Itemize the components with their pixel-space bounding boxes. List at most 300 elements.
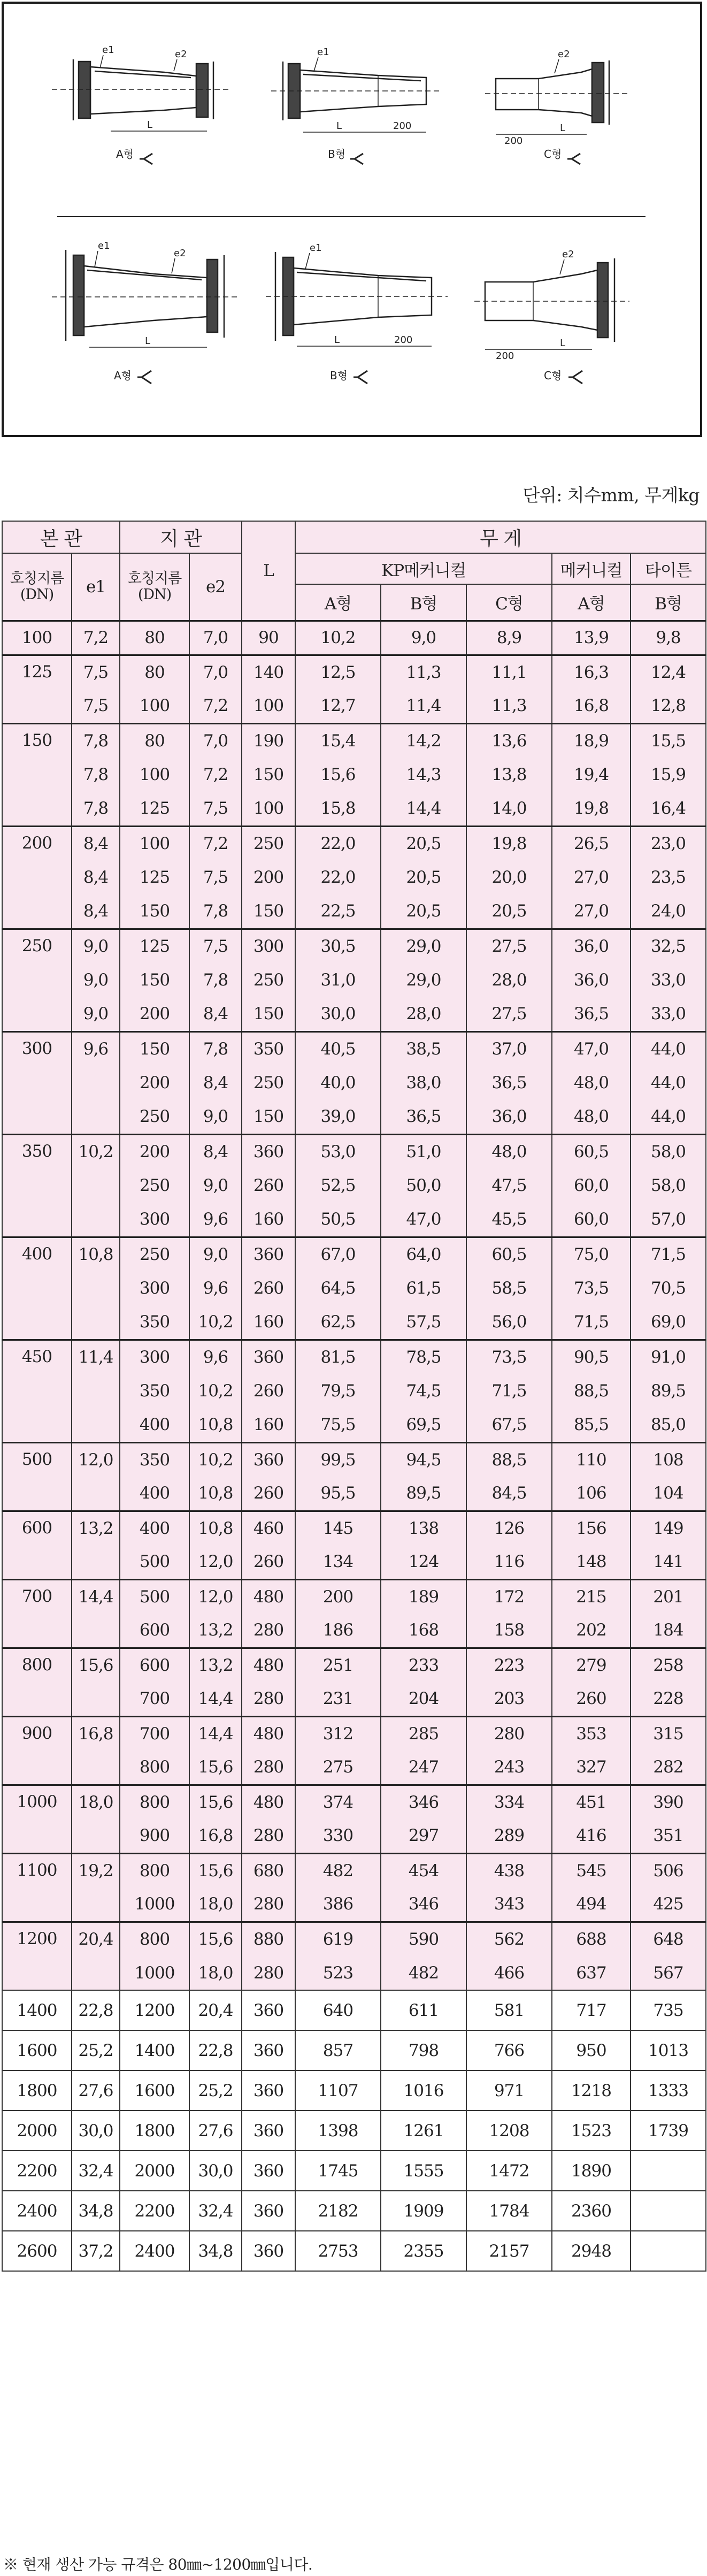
table-cell: 45,5 xyxy=(466,1203,552,1237)
table-cell: 680 xyxy=(242,1853,295,1887)
table-cell: 250 xyxy=(242,1066,295,1100)
table-cell: 22,8 xyxy=(189,2030,242,2070)
table-cell: 460 xyxy=(242,1511,295,1545)
table-cell: 150 xyxy=(242,1100,295,1134)
table-cell: 106 xyxy=(552,1477,631,1511)
cell-e1 xyxy=(72,1408,120,1442)
cell-e1 xyxy=(72,1374,120,1408)
reducer-type-drawings xyxy=(4,4,700,435)
table-cell: 12,8 xyxy=(631,689,706,723)
table-cell: 36,0 xyxy=(552,963,631,997)
table-cell: 30,0 xyxy=(72,2111,120,2151)
table-row xyxy=(2,1545,706,1579)
table-cell: 1200 xyxy=(120,1990,189,2030)
header-e2: e2 xyxy=(189,553,242,621)
table-cell: 9,0 xyxy=(189,1168,242,1203)
table-cell: 186 xyxy=(295,1614,381,1648)
table-cell: 360 xyxy=(242,2191,295,2231)
table-cell: 18,0 xyxy=(189,1887,242,1922)
table-cell: 2753 xyxy=(295,2231,381,2271)
table-cell: 14,3 xyxy=(381,758,466,792)
table-cell: 14,4 xyxy=(381,792,466,826)
drawing-b-type-top xyxy=(271,57,442,132)
table-row xyxy=(2,1271,706,1305)
table-cell: 60,0 xyxy=(552,1168,631,1203)
cell-e1: 15,6 xyxy=(72,1648,120,1682)
cell-main-dn: 1600 xyxy=(2,2030,72,2070)
table-cell: 480 xyxy=(242,1716,295,1751)
header-mech-type-a: A형 xyxy=(552,584,631,621)
table-cell: 44,0 xyxy=(631,1100,706,1134)
table-cell: 280 xyxy=(466,1716,552,1751)
drawing-c-type-bottom xyxy=(474,258,629,349)
table-cell: 360 xyxy=(242,1237,295,1271)
table-cell: 168 xyxy=(381,1614,466,1648)
table-row xyxy=(2,1100,706,1134)
table-cell: 7,2 xyxy=(189,689,242,723)
cell-e1 xyxy=(72,1271,120,1305)
table-cell: 250 xyxy=(120,1100,189,1134)
table-row xyxy=(2,1716,706,1751)
table-cell: 85,5 xyxy=(552,1408,631,1442)
cell-main-dn: 100 xyxy=(2,621,72,655)
table-cell: 7,5 xyxy=(189,929,242,963)
table-cell: 250 xyxy=(242,826,295,860)
table-cell: 200 xyxy=(120,1134,189,1168)
table-cell: 13,2 xyxy=(189,1648,242,1682)
table-cell: 88,5 xyxy=(466,1442,552,1477)
table-cell: 67,5 xyxy=(466,1408,552,1442)
cell-e1: 11,4 xyxy=(72,1340,120,1374)
table-cell: 15,6 xyxy=(189,1785,242,1819)
table-cell: 36,5 xyxy=(552,997,631,1031)
table-cell: 200 xyxy=(120,1066,189,1100)
table-cell: 100 xyxy=(120,689,189,723)
table-row xyxy=(2,758,706,792)
table-cell: 32,4 xyxy=(189,2191,242,2231)
table-cell: 44,0 xyxy=(631,1066,706,1100)
cell-e1 xyxy=(72,1887,120,1922)
cell-main-dn: 2200 xyxy=(2,2151,72,2191)
cell-e1: 12,0 xyxy=(72,1442,120,1477)
table-cell: 9,0 xyxy=(381,621,466,655)
table-row xyxy=(2,2231,706,2271)
table-cell: 280 xyxy=(242,1614,295,1648)
cell-e1: 20,4 xyxy=(72,1922,120,1956)
table-cell: 91,0 xyxy=(631,1340,706,1374)
table-cell: 10,8 xyxy=(189,1408,242,1442)
table-cell: 27,0 xyxy=(552,860,631,895)
table-cell: 350 xyxy=(242,1031,295,1066)
table-cell: 29,0 xyxy=(381,929,466,963)
cell-e1: 7,2 xyxy=(72,621,120,655)
table-cell: 9,8 xyxy=(631,621,706,655)
table-cell: 15,5 xyxy=(631,723,706,758)
table-cell: 10,2 xyxy=(189,1374,242,1408)
table-cell: 8,4 xyxy=(189,1066,242,1100)
table-cell: 27,6 xyxy=(72,2070,120,2111)
table-cell: 156 xyxy=(552,1511,631,1545)
table-row xyxy=(2,689,706,723)
table-cell: 149 xyxy=(631,1511,706,1545)
cell-e1: 7,8 xyxy=(72,792,120,826)
table-cell: 279 xyxy=(552,1648,631,1682)
cell-e1: 7,8 xyxy=(72,758,120,792)
table-row xyxy=(2,963,706,997)
table-body-large xyxy=(2,1990,706,2271)
table-cell: 27,5 xyxy=(466,997,552,1031)
table-cell: 1745 xyxy=(295,2151,381,2191)
header-type-c: C형 xyxy=(466,584,552,621)
table-cell: 451 xyxy=(552,1785,631,1819)
label-b-type-bottom: B형 xyxy=(330,369,348,382)
table-cell: 20,5 xyxy=(466,895,552,929)
label-a-type-top: A형 xyxy=(116,148,134,160)
table-cell: 1000 xyxy=(120,1956,189,1990)
table-cell: 300 xyxy=(120,1203,189,1237)
table-cell: 126 xyxy=(466,1511,552,1545)
table-cell: 58,0 xyxy=(631,1168,706,1203)
header-type-a: A형 xyxy=(295,584,381,621)
table-cell xyxy=(631,2151,706,2191)
table-cell: 38,0 xyxy=(381,1066,466,1100)
table-cell: 2000 xyxy=(120,2151,189,2191)
table-cell: 14,4 xyxy=(189,1682,242,1716)
table-cell: 350 xyxy=(120,1374,189,1408)
cell-e1: 9,0 xyxy=(72,997,120,1031)
table-cell: 7,5 xyxy=(189,860,242,895)
table-cell: 360 xyxy=(242,1990,295,2030)
table-cell: 11,4 xyxy=(381,689,466,723)
table-cell: 172 xyxy=(466,1579,552,1614)
table-cell: 11,1 xyxy=(466,655,552,689)
table-cell: 94,5 xyxy=(381,1442,466,1477)
table-cell: 7,8 xyxy=(189,1031,242,1066)
table-cell: 247 xyxy=(381,1751,466,1785)
table-cell: 688 xyxy=(552,1922,631,1956)
table-cell: 15,6 xyxy=(189,1751,242,1785)
table-cell: 233 xyxy=(381,1648,466,1682)
table-row xyxy=(2,1511,706,1545)
cell-main-dn: 450 xyxy=(2,1340,72,1442)
table-cell: 13,8 xyxy=(466,758,552,792)
cell-e1: 14,4 xyxy=(72,1579,120,1614)
table-cell: 28,0 xyxy=(381,997,466,1031)
table-cell: 215 xyxy=(552,1579,631,1614)
table-cell: 145 xyxy=(295,1511,381,1545)
table-row xyxy=(2,1237,706,1271)
table-cell: 202 xyxy=(552,1614,631,1648)
table-cell: 67,0 xyxy=(295,1237,381,1271)
table-cell: 260 xyxy=(242,1168,295,1203)
cell-e1: 19,2 xyxy=(72,1853,120,1887)
table-cell: 1000 xyxy=(120,1887,189,1922)
table-cell: 327 xyxy=(552,1751,631,1785)
table-cell: 619 xyxy=(295,1922,381,1956)
table-cell: 12,0 xyxy=(189,1579,242,1614)
table-cell: 203 xyxy=(466,1682,552,1716)
table-cell: 8,9 xyxy=(466,621,552,655)
table-cell: 360 xyxy=(242,2111,295,2151)
table-cell: 1909 xyxy=(381,2191,466,2231)
table-cell: 60,5 xyxy=(466,1237,552,1271)
label-L-b-bottom: L xyxy=(334,334,340,346)
table-cell: 36,0 xyxy=(552,929,631,963)
table-cell: 32,5 xyxy=(631,929,706,963)
table-cell: 80 xyxy=(120,723,189,758)
table-cell: 60,0 xyxy=(552,1203,631,1237)
table-cell: 48,0 xyxy=(552,1100,631,1134)
table-cell: 500 xyxy=(120,1545,189,1579)
table-cell: 150 xyxy=(242,997,295,1031)
table-cell: 16,3 xyxy=(552,655,631,689)
table-cell: 275 xyxy=(295,1751,381,1785)
cell-e1: 9,6 xyxy=(72,1031,120,1066)
table-cell: 260 xyxy=(552,1682,631,1716)
table-cell: 201 xyxy=(631,1579,706,1614)
table-cell xyxy=(631,2191,706,2231)
table-cell: 48,0 xyxy=(466,1134,552,1168)
table-cell: 350 xyxy=(120,1305,189,1340)
table-cell: 260 xyxy=(242,1545,295,1579)
table-cell: 500 xyxy=(120,1579,189,1614)
table-cell: 800 xyxy=(120,1751,189,1785)
table-row xyxy=(2,1990,706,2030)
cell-main-dn: 350 xyxy=(2,1134,72,1237)
table-cell: 64,5 xyxy=(295,1271,381,1305)
table-cell: 71,5 xyxy=(466,1374,552,1408)
table-cell: 312 xyxy=(295,1716,381,1751)
table-cell: 2400 xyxy=(120,2231,189,2271)
table-cell: 150 xyxy=(242,895,295,929)
header-e1: e1 xyxy=(72,553,120,621)
table-cell: 800 xyxy=(120,1853,189,1887)
table-cell: 200 xyxy=(295,1579,381,1614)
label-200-c-top: 200 xyxy=(504,135,523,147)
cell-e1: 7,5 xyxy=(72,689,120,723)
cell-e1: 10,8 xyxy=(72,1237,120,1271)
table-cell: 9,6 xyxy=(189,1340,242,1374)
table-cell: 480 xyxy=(242,1648,295,1682)
table-cell: 15,6 xyxy=(189,1853,242,1887)
table-cell: 9,6 xyxy=(189,1271,242,1305)
table-cell: 32,4 xyxy=(72,2151,120,2191)
table-cell: 1218 xyxy=(552,2070,631,2111)
table-cell: 494 xyxy=(552,1887,631,1922)
table-cell: 438 xyxy=(466,1853,552,1887)
table-cell: 506 xyxy=(631,1853,706,1887)
table-cell: 360 xyxy=(242,2030,295,2070)
table-cell: 16,4 xyxy=(631,792,706,826)
table-cell: 346 xyxy=(381,1887,466,1922)
table-cell: 9,6 xyxy=(189,1203,242,1237)
table-cell: 360 xyxy=(242,2151,295,2191)
table-cell: 150 xyxy=(120,1031,189,1066)
label-c-type-bottom: C형 xyxy=(544,369,562,382)
table-row xyxy=(2,1134,706,1168)
table-cell: 150 xyxy=(120,895,189,929)
table-cell: 400 xyxy=(120,1511,189,1545)
table-cell: 20,5 xyxy=(381,895,466,929)
cell-e1: 16,8 xyxy=(72,1716,120,1751)
table-cell: 2200 xyxy=(120,2191,189,2231)
table-cell: 300 xyxy=(120,1340,189,1374)
cell-e1 xyxy=(72,1819,120,1853)
table-row xyxy=(2,1956,706,1990)
table-cell: 386 xyxy=(295,1887,381,1922)
table-cell: 95,5 xyxy=(295,1477,381,1511)
table-row xyxy=(2,997,706,1031)
table-cell: 280 xyxy=(242,1682,295,1716)
table-cell: 260 xyxy=(242,1374,295,1408)
table-cell: 480 xyxy=(242,1785,295,1819)
table-cell: 8,4 xyxy=(189,997,242,1031)
table-cell: 12,0 xyxy=(189,1545,242,1579)
table-cell: 280 xyxy=(242,1887,295,1922)
table-cell: 90 xyxy=(242,621,295,655)
table-cell: 69,5 xyxy=(381,1408,466,1442)
table-row xyxy=(2,1819,706,1853)
table-cell: 700 xyxy=(120,1716,189,1751)
table-cell: 34,8 xyxy=(72,2191,120,2231)
table-cell: 12,4 xyxy=(631,655,706,689)
table-cell: 13,6 xyxy=(466,723,552,758)
table-cell: 297 xyxy=(381,1819,466,1853)
header-type-b: B형 xyxy=(381,584,466,621)
table-cell: 231 xyxy=(295,1682,381,1716)
table-cell: 89,5 xyxy=(631,1374,706,1408)
table-cell: 100 xyxy=(242,792,295,826)
cell-e1 xyxy=(72,1066,120,1100)
table-cell: 766 xyxy=(466,2030,552,2070)
table-cell: 19,8 xyxy=(552,792,631,826)
table-cell: 150 xyxy=(242,758,295,792)
table-cell: 243 xyxy=(466,1751,552,1785)
table-cell: 71,5 xyxy=(552,1305,631,1340)
cell-e1: 9,0 xyxy=(72,963,120,997)
table-cell: 250 xyxy=(120,1237,189,1271)
table-cell: 39,0 xyxy=(295,1100,381,1134)
table-cell: 16,8 xyxy=(552,689,631,723)
table-row xyxy=(2,1887,706,1922)
table-cell: 160 xyxy=(242,1305,295,1340)
table-cell: 258 xyxy=(631,1648,706,1682)
table-cell: 15,8 xyxy=(295,792,381,826)
table-cell: 13,2 xyxy=(189,1614,242,1648)
table-cell: 7,8 xyxy=(189,895,242,929)
table-cell: 141 xyxy=(631,1545,706,1579)
cell-main-dn: 400 xyxy=(2,1237,72,1340)
label-a-type-bottom: A형 xyxy=(114,369,132,382)
table-cell: 160 xyxy=(242,1203,295,1237)
table-cell: 282 xyxy=(631,1751,706,1785)
table-cell: 53,0 xyxy=(295,1134,381,1168)
unit-label: 단위: 치수mm, 무게kg xyxy=(522,485,700,506)
table-row xyxy=(2,1305,706,1340)
table-cell: 99,5 xyxy=(295,1442,381,1477)
table-cell: 7,8 xyxy=(189,963,242,997)
table-cell: 110 xyxy=(552,1442,631,1477)
cell-e1 xyxy=(72,1203,120,1237)
table-row xyxy=(2,1648,706,1682)
table-cell: 78,5 xyxy=(381,1340,466,1374)
table-cell: 27,0 xyxy=(552,895,631,929)
table-row xyxy=(2,1614,706,1648)
table-cell: 40,0 xyxy=(295,1066,381,1100)
table-cell: 300 xyxy=(242,929,295,963)
label-e1-a-bottom: e1 xyxy=(98,240,110,251)
reducer-diagram-panel xyxy=(2,2,702,437)
table-cell: 30,0 xyxy=(189,2151,242,2191)
table-cell: 33,0 xyxy=(631,997,706,1031)
table-cell: 567 xyxy=(631,1956,706,1990)
table-cell: 48,0 xyxy=(552,1066,631,1100)
table-cell: 648 xyxy=(631,1922,706,1956)
header-mechanical: 메커니컬 xyxy=(552,553,631,584)
header-branch-dn: 호칭지름 (DN) xyxy=(120,553,189,621)
cell-e1 xyxy=(72,1751,120,1785)
table-cell: 950 xyxy=(552,2030,631,2070)
table-cell: 58,0 xyxy=(631,1134,706,1168)
table-cell: 100 xyxy=(120,826,189,860)
table-cell: 2157 xyxy=(466,2231,552,2271)
table-row xyxy=(2,1066,706,1100)
table-cell: 74,5 xyxy=(381,1374,466,1408)
table-cell: 735 xyxy=(631,1990,706,2030)
table-cell: 590 xyxy=(381,1922,466,1956)
table-cell: 600 xyxy=(120,1648,189,1682)
table-cell: 360 xyxy=(242,2231,295,2271)
table-cell: 1013 xyxy=(631,2030,706,2070)
table-cell: 204 xyxy=(381,1682,466,1716)
table-cell: 37,0 xyxy=(466,1031,552,1066)
table-cell: 1600 xyxy=(120,2070,189,2111)
table-cell: 2360 xyxy=(552,2191,631,2231)
cell-main-dn: 1400 xyxy=(2,1990,72,2030)
table-cell: 22,8 xyxy=(72,1990,120,2030)
cell-e1 xyxy=(72,1477,120,1511)
cell-e1 xyxy=(72,1545,120,1579)
table-cell: 717 xyxy=(552,1990,631,2030)
table-cell: 10,8 xyxy=(189,1477,242,1511)
table-row xyxy=(2,1785,706,1819)
table-cell: 125 xyxy=(120,792,189,826)
table-cell: 1784 xyxy=(466,2191,552,2231)
table-cell: 27,6 xyxy=(189,2111,242,2151)
table-row xyxy=(2,2070,706,2111)
cell-main-dn: 500 xyxy=(2,1442,72,1511)
cell-e1: 18,0 xyxy=(72,1785,120,1819)
cell-e1 xyxy=(72,1956,120,1990)
table-row xyxy=(2,2151,706,2191)
table-row xyxy=(2,826,706,860)
table-cell: 280 xyxy=(242,1751,295,1785)
table-cell: 7,5 xyxy=(189,792,242,826)
table-cell: 971 xyxy=(466,2070,552,2111)
table-cell: 260 xyxy=(242,1477,295,1511)
table-row xyxy=(2,621,706,655)
table-cell: 24,0 xyxy=(631,895,706,929)
table-cell: 289 xyxy=(466,1819,552,1853)
cell-main-dn: 1100 xyxy=(2,1853,72,1922)
table-cell: 25,2 xyxy=(189,2070,242,2111)
table-cell xyxy=(631,2231,706,2271)
drawing-a-type-top xyxy=(52,55,228,131)
label-L-c-top: L xyxy=(560,123,566,134)
cell-e1 xyxy=(72,1168,120,1203)
table-cell: 425 xyxy=(631,1887,706,1922)
cell-e1: 7,8 xyxy=(72,723,120,758)
